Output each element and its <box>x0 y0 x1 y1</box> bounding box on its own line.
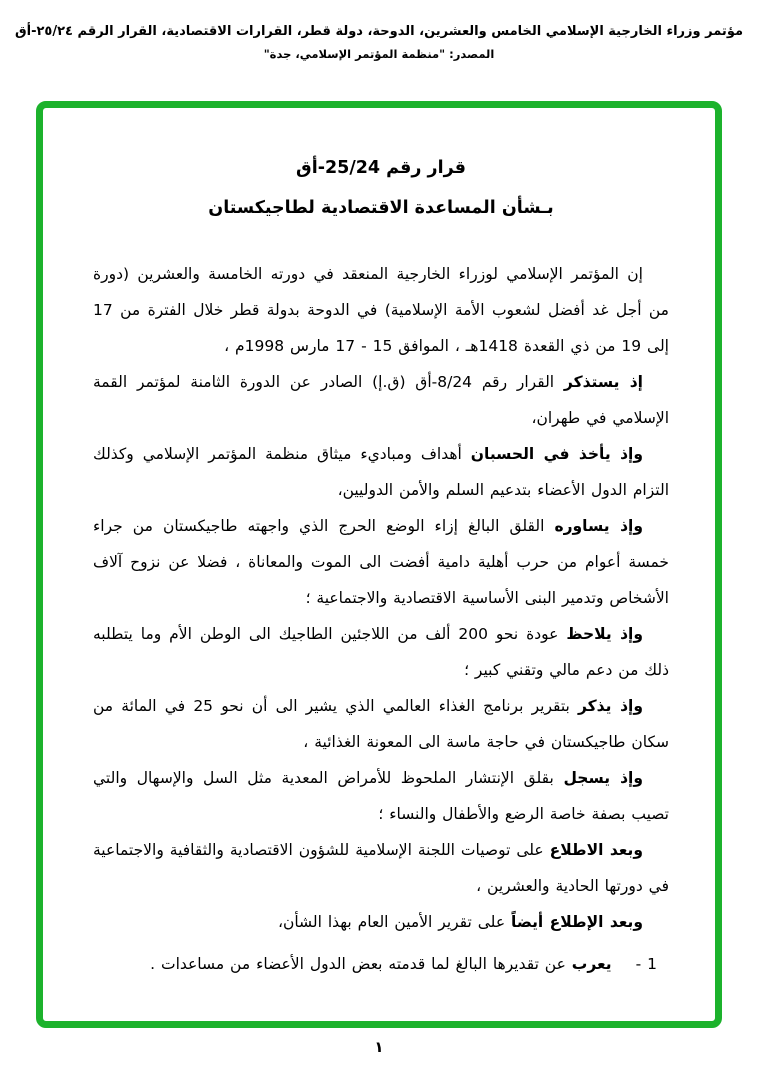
paragraph-lead: وإذ يذكر <box>578 697 643 715</box>
resolution-number-line: قرار رقم 25/24-أق <box>296 158 466 178</box>
item-number: 1 - <box>635 955 657 973</box>
paragraph-text: أهداف ومباديء ميثاق منظمة المؤتمر الإسلامي وكذلك التزام الدول الأعضاء بتدعيم السلم والأمن الدوليين، <box>93 445 669 499</box>
preamble-paragraph <box>93 688 669 760</box>
item-text: عن تقديرها البالغ لما قدمته بعض الدول الأعضاء من مساعدات . <box>150 955 572 973</box>
paragraph-lead: وإذ يساوره <box>554 517 643 535</box>
operative-item <box>93 946 669 982</box>
paragraph-lead: وإذ يلاحظ <box>566 625 644 643</box>
header-source-line: المصدر: "منظمة المؤتمر الإسلامي، جدة" <box>263 47 495 61</box>
paragraph-lead: وبعد الإطلاع أيضاً <box>511 913 643 931</box>
paragraph-lead: وإذ يأخذ في الحسبان <box>470 445 644 463</box>
preamble-paragraph <box>93 832 669 904</box>
paragraph-text: القلق البالغ إزاء الوضع الحرج الذي واجهته طاجيكستان من جراء خمسة أعوام من حرب أهلية دامية أفضت الى الموت والمعاناة ، فضلا عن نزوح آلاف الأشخاص وتدمير البنى الأساسية الاقتصادية والاجتماعية ؛ <box>93 517 669 607</box>
preamble-paragraph <box>93 760 669 832</box>
preamble-paragraph <box>93 616 669 688</box>
header-citation-line: مؤتمر وزراء الخارجية الإسلامي الخامس والعشرين، الدوحة، دولة قطر، القرارات الاقتصادية، القرار الرقم ٢٥/٢٤-أق <box>14 24 744 39</box>
preamble-paragraph <box>93 256 669 364</box>
paragraph-text: على توصيات اللجنة الإسلامية للشؤون الاقتصادية والثقافية والاجتماعية في دورتها الحادية والعشرين ، <box>93 841 669 895</box>
paragraph-lead: وإذ يسجل <box>563 769 643 787</box>
paragraph-text: على تقرير الأمين العام بهذا الشأن، <box>277 913 511 931</box>
resolution-subject-line: بـشأن المساعدة الاقتصادية لطاجيكستان <box>208 198 554 218</box>
paragraph-text: عودة نحو 200 ألف من اللاجئين الطاجيك الى الوطن الأم وما يتطلبه ذلك من دعم مالي وتقني كبير ؛ <box>93 625 669 679</box>
paragraph-text: القرار رقم 8/24-أق (ق.إ) الصادر عن الدورة الثامنة لمؤتمر القمة الإسلامي في طهران، <box>93 373 669 427</box>
preamble-paragraph <box>93 904 669 940</box>
page-number: ١ <box>374 1038 384 1056</box>
document-header <box>0 24 758 61</box>
resolution-title <box>93 148 669 228</box>
paragraph-lead: وبعد الاطلاع <box>549 841 643 859</box>
paragraph-text: بقلق الإنتشار الملحوظ للأمراض المعدية مثل السل والإسهال والتي تصيب بصفة خاصة الرضع والأطفال والنساء ؛ <box>93 769 669 823</box>
paragraph-text: بتقرير برنامج الغذاء العالمي الذي يشير الى أن نحو 25 في المائة من سكان طاجيكستان في حاجة ماسة الى المعونة الغذائية ، <box>93 697 669 751</box>
paragraph-lead: إذ يستذكر <box>563 373 643 391</box>
item-lead: يعرب <box>571 955 612 973</box>
green-border-frame <box>36 101 722 1028</box>
preamble-paragraph <box>93 364 669 436</box>
resolution-content <box>43 108 715 982</box>
paragraph-text: إن المؤتمر الإسلامي لوزراء الخارجية المنعقد في دورته الخامسة والعشرين (دورة من أجل غد أفضل لشعوب الأمة الإسلامية) في الدوحة بدولة قطر خلال الفترة من 17 إلى 19 من ذي القعدة 1418هـ ، الموافق 15 - 17 مارس 1998م ، <box>93 265 669 355</box>
preamble-paragraph <box>93 508 669 616</box>
preamble-paragraph <box>93 436 669 508</box>
